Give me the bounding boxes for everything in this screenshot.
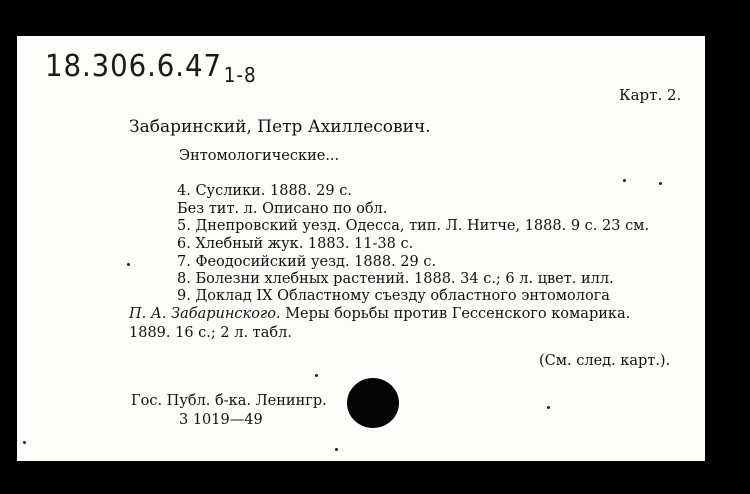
card-number: Карт. 2.: [619, 86, 682, 104]
entry-6: 6. Хлебный жук. 1883. 11-38 с.: [177, 236, 414, 252]
entry-9-line-3: 1889. 16 с.; 2 л. табл.: [129, 325, 292, 341]
ink-speck: [335, 448, 338, 451]
library-name: Гос. Публ. б-ка. Ленингр.: [131, 393, 327, 409]
ink-stamp: [347, 378, 399, 428]
entry-5: 5. Днепровский уезд. Одесса, тип. Л. Нитче, 1888. 9 с. 23 см.: [177, 218, 650, 234]
ink-speck: [23, 441, 26, 444]
call-number: 18.306.6.47: [45, 49, 222, 84]
entry-7: 7. Феодосийский уезд. 1888. 29 с.: [177, 254, 437, 270]
entry-8: 8. Болезни хлебных растений. 1888. 34 с.; 6 л. цвет. илл.: [177, 271, 614, 287]
catalog-card: [17, 36, 705, 461]
entry-9-author: П. А. Забаринского.: [129, 306, 281, 322]
entry-4-note: Без тит. л. Описано по обл.: [177, 201, 388, 217]
handwritten-call-number: [45, 49, 257, 87]
ink-speck: [315, 374, 318, 377]
call-number-suffix: 1-8: [223, 63, 257, 87]
ink-speck: [659, 182, 662, 185]
title-line: Энтомологические...: [179, 148, 340, 164]
see-next-card: (См. след. карт.).: [539, 353, 671, 369]
ink-speck: [623, 179, 626, 182]
entry-4: 4. Суслики. 1888. 29 с.: [177, 183, 352, 199]
author-heading: Забаринский, Петр Ахиллесович.: [129, 117, 431, 137]
ink-speck: [127, 263, 130, 266]
inventory-number: 3 1019—49: [179, 412, 263, 428]
entry-9: 9. Доклад IX Областному съезду областного энтомолога: [177, 288, 610, 304]
entry-9-description: Меры борьбы против Гессенского комарика.: [280, 306, 631, 322]
entry-9-line-2: [129, 307, 630, 322]
ink-speck: [547, 406, 550, 409]
